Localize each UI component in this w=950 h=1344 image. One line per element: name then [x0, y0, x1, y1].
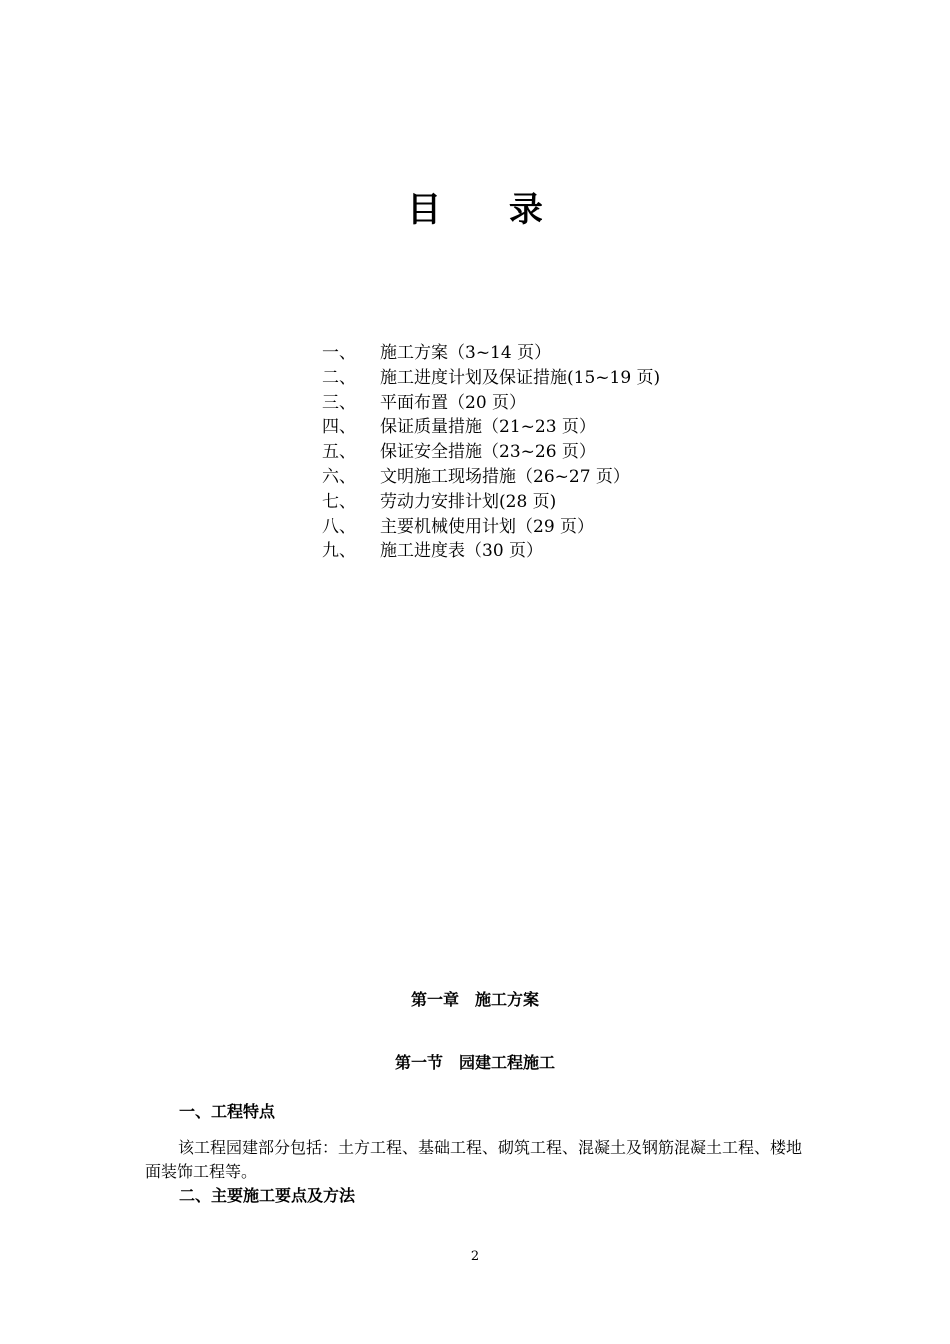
toc-item-text: 施工进度表（30 页）	[380, 541, 544, 562]
toc-item-number: 一、	[322, 343, 356, 363]
toc-item-text: 保证质量措施（21~23 页）	[380, 417, 596, 438]
toc-item-text: 施工进度计划及保证措施(15~19 页)	[380, 367, 661, 388]
toc-item-number: 九、	[322, 541, 356, 562]
toc-item-text: 保证安全措施（23~26 页）	[380, 442, 596, 463]
toc-item	[322, 415, 660, 440]
toc-title: 目 录	[407, 190, 571, 230]
toc-item	[322, 515, 660, 540]
toc-item-number: 三、	[322, 392, 356, 413]
chapter-title: 第一章 施工方案	[410, 990, 539, 1009]
toc-item-number: 七、	[322, 491, 356, 512]
toc-item-text: 主要机械使用计划（29 页）	[380, 516, 595, 537]
toc-item-number: 四、	[322, 417, 356, 438]
toc-item	[322, 465, 660, 490]
heading-construction-methods: 二、主要施工要点及方法	[179, 1186, 356, 1205]
toc-item	[322, 341, 660, 366]
toc-item	[322, 366, 660, 391]
page-number: 2	[470, 1249, 480, 1264]
toc-item-number: 二、	[322, 367, 356, 388]
toc-item	[322, 391, 660, 416]
toc-item-number: 五、	[322, 442, 356, 463]
toc-item	[322, 539, 660, 564]
toc-item-text: 文明施工现场措施（26~27 页）	[380, 466, 630, 487]
toc-item	[322, 490, 660, 515]
toc-item-number: 八、	[322, 516, 356, 537]
body-paragraph: 该工程园建部分包括：土方工程、基础工程、砌筑工程、混凝土及钢筋混凝土工程、楼地面装饰工程等。	[145, 1138, 803, 1181]
toc-item-text: 劳动力安排计划(28 页)	[380, 491, 557, 512]
toc-list	[322, 341, 660, 564]
toc-item	[322, 440, 660, 465]
toc-item-number: 六、	[322, 466, 356, 487]
toc-item-text: 施工方案（3~14 页）	[380, 343, 552, 363]
heading-project-features: 一、工程特点	[179, 1102, 276, 1121]
toc-item-text: 平面布置（20 页）	[380, 392, 527, 413]
section-title: 第一节 园建工程施工	[394, 1053, 555, 1072]
